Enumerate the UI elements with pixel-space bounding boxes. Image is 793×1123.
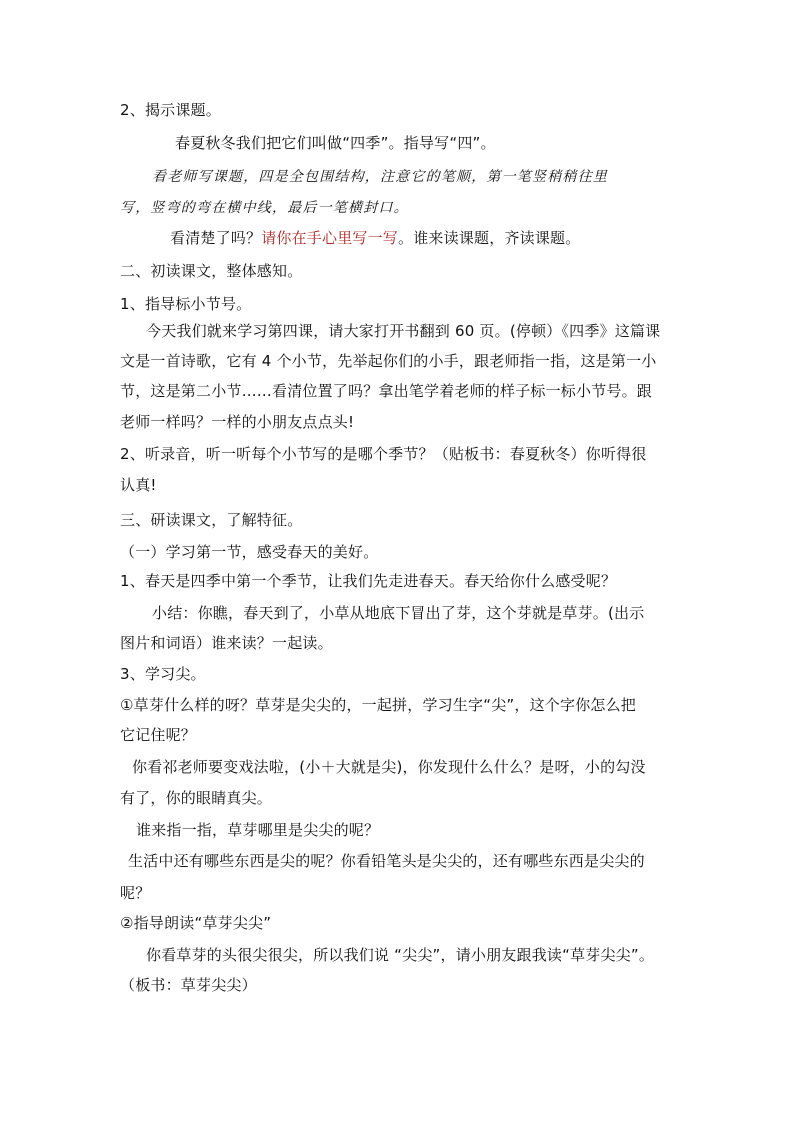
text-line: 2、听录音，听一听每个小节写的是哪个季节？（贴板书：春夏秋冬）你听得很	[120, 445, 647, 463]
handwritten-note: 写，竖弯的弯在横中线，最后一笔横封口。	[120, 200, 409, 216]
text-segment: 。谁来读课题，齐读课题。	[398, 229, 581, 247]
text-line: 老师一样吗？一样的小朋友点点头!	[120, 413, 355, 431]
text-line: 2、揭示课题。	[120, 101, 221, 119]
text-line: 文是一首诗歌，它有 4 个小节，先举起你们的小手，跟老师指一指，这是第一小	[120, 352, 657, 370]
text-line: 节，这是第二小节……看清位置了吗？拿出笔学着老师的样子标一标小节号。跟	[120, 382, 653, 400]
text-line: 3、学习尖。	[120, 665, 206, 683]
text-line: ②指导朗读“草芽尖尖”	[120, 914, 272, 932]
text-line	[170, 228, 580, 248]
section-heading: 三、研读课文，了解特征。	[120, 511, 303, 529]
text-line: 你看祁老师要变戏法啦，(小＋大就是尖)，你发现什么什么？是呀，小的勾没	[132, 758, 646, 776]
text-line: 它记住呢？	[120, 726, 197, 744]
text-line: 图片和词语）谁来读？一起读。	[120, 634, 333, 652]
text-line: 认真!	[120, 476, 157, 494]
text-line: 有了，你的眼睛真尖。	[120, 789, 273, 807]
section-heading: 二、初读课文，整体感知。	[120, 262, 303, 280]
text-line: 小结：你瞧，春天到了，小草从地底下冒出了芽，这个芽就是草芽。(出示	[152, 604, 645, 622]
text-line: 你看草芽的头很尖很尖，所以我们说 “尖尖”，请小朋友跟我读“草芽尖尖”。	[146, 946, 655, 964]
text-line: 春夏秋冬我们把它们叫做“四季”。指导写“四”。	[175, 134, 496, 152]
highlighted-text: 请你在手心里写一写	[261, 229, 399, 247]
text-line: （板书：草芽尖尖）	[120, 976, 257, 994]
handwritten-note: 看老师写课题，四是全包围结构，注意它的笔顺，第一笔竖稍稍往里	[152, 169, 608, 185]
text-line: ①草芽什么样的呀？草芽是尖尖的，一起拼，学习生字“尖”，这个字你怎么把	[120, 696, 636, 714]
text-line: 呢？	[120, 884, 151, 902]
text-line: 1、春天是四季中第一个季节，让我们先走进春天。春天给你什么感受呢？	[120, 572, 617, 590]
text-segment: 看清楚了吗？	[170, 229, 262, 247]
text-line: 1、指导标小节号。	[120, 295, 252, 313]
text-line: 生活中还有哪些东西是尖的呢？你看铅笔头是尖尖的，还有哪些东西是尖尖的	[128, 852, 645, 870]
subsection-heading: （一）学习第一节，感受春天的美好。	[120, 543, 379, 561]
text-line: 今天我们就来学习第四课，请大家打开书翻到 60 页。(停顿）《四季》这篇课	[146, 322, 661, 340]
text-line: 谁来指一指，草芽哪里是尖尖的呢？	[136, 821, 380, 839]
